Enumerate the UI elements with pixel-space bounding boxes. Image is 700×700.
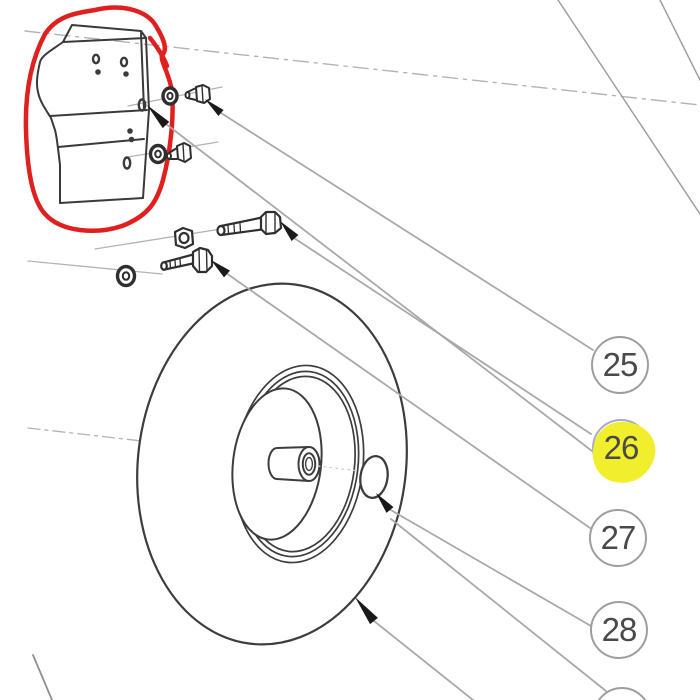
- arrowhead-wheel: [355, 597, 378, 624]
- wheel: [117, 268, 427, 660]
- callout-25[interactable]: [591, 336, 649, 394]
- callout-25-label: 25: [602, 346, 638, 383]
- long-hex-bolt: [218, 212, 282, 235]
- centerline-top: [25, 31, 700, 105]
- callout-27-label: 27: [600, 519, 636, 556]
- mounting-bracket: [37, 25, 149, 203]
- top-washer: [163, 88, 177, 104]
- callout-27[interactable]: [589, 509, 647, 567]
- axle-bushing: [269, 447, 320, 481]
- leader-line-bottom-callout: [391, 519, 606, 691]
- second-washer: [151, 146, 166, 163]
- callout-28[interactable]: [590, 601, 648, 659]
- callout-28-label: 28: [601, 611, 637, 648]
- short-hex-bolt: [161, 248, 212, 272]
- hex-nut: [175, 228, 193, 248]
- callout-26[interactable]: [592, 419, 650, 477]
- arrowhead-bracket: [147, 105, 169, 128]
- callout-26-label: 26: [603, 429, 639, 466]
- leader-line-spacer-28: [389, 509, 591, 626]
- flat-washer: [118, 267, 135, 286]
- leader-line-wheel-exit: [374, 621, 473, 700]
